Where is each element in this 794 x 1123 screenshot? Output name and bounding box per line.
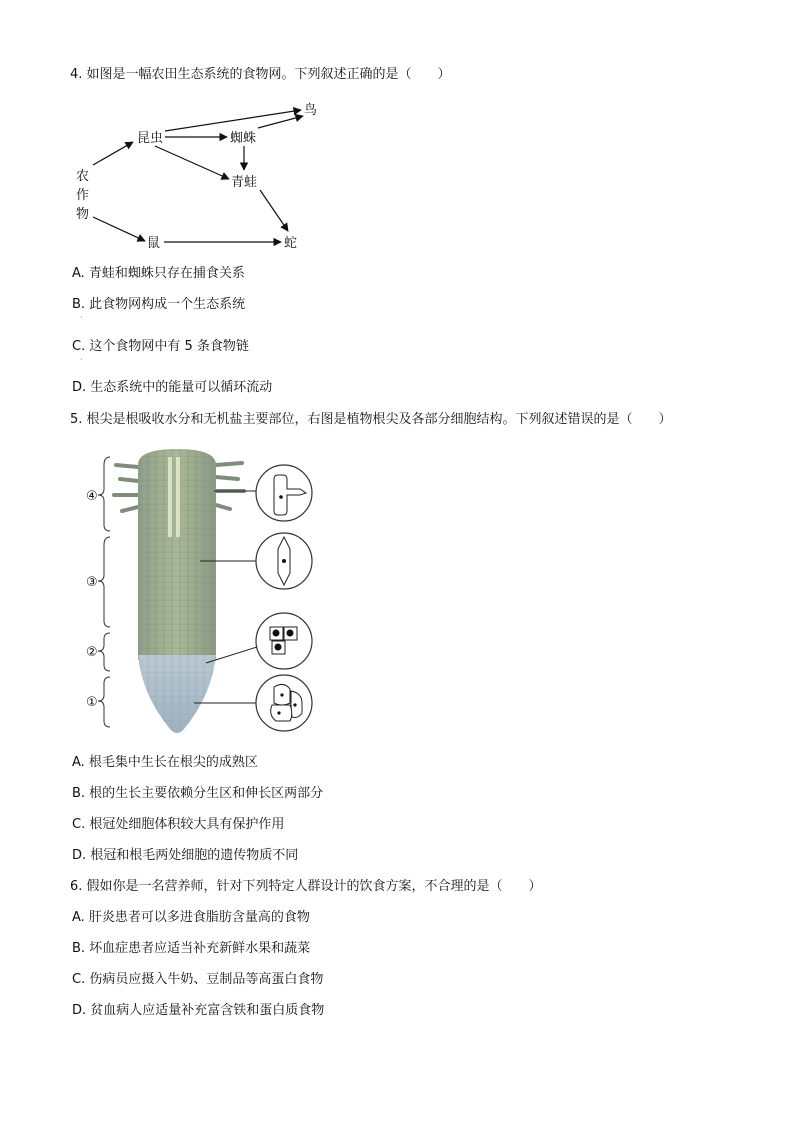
nucleus-dot bbox=[279, 495, 283, 499]
zone-2-label: ② bbox=[86, 645, 98, 660]
arrow-crop-insect bbox=[93, 142, 133, 165]
crop-label-3: 物 bbox=[76, 207, 90, 222]
q5-option-b: B. 根的生长主要依赖分生区和伸长区两部分 bbox=[72, 786, 324, 801]
q5-option-a: A. 根毛集中生长在根尖的成熟区 bbox=[72, 755, 258, 770]
nucleus-dot bbox=[293, 703, 296, 706]
zone-3-label: ③ bbox=[86, 575, 98, 590]
q6-option-b: B. 坏血症患者应适当补充新鲜水果和蔬菜 bbox=[72, 941, 311, 956]
q5-option-c: C. 根冠处细胞体积较大具有保护作用 bbox=[72, 817, 285, 832]
decorative-dot-mark: · bbox=[80, 355, 83, 364]
q4-option-d: D. 生态系统中的能量可以循环流动 bbox=[72, 380, 273, 395]
question-5-stem: 5. 根尖是根吸收水分和无机盐主要部位，右图是植物根尖及各部分细胞结构。下列叙述错误的是（ ） bbox=[70, 412, 672, 427]
arrow-insect-frog bbox=[155, 146, 229, 179]
nucleus-dot bbox=[280, 693, 283, 696]
snake-label: 蛇 bbox=[284, 236, 298, 251]
nucleus-dot bbox=[275, 644, 282, 651]
nucleus-dot bbox=[282, 559, 286, 563]
zone-4-label: ④ bbox=[86, 489, 98, 504]
nucleus-dot bbox=[287, 630, 294, 637]
bird-label: 鸟 bbox=[304, 103, 318, 118]
arrow-crop-mouse bbox=[93, 217, 145, 241]
zone-bracket-2 bbox=[98, 633, 110, 671]
zone-1-label: ① bbox=[86, 695, 98, 710]
q5-option-d: D. 根冠和根毛两处细胞的遗传物质不同 bbox=[72, 848, 299, 863]
q4-option-a: A. 青蛙和蜘蛛只存在捕食关系 bbox=[72, 266, 245, 281]
q6-option-a: A. 肝炎患者可以多进食脂肪含量高的食物 bbox=[72, 910, 310, 925]
insect-label: 昆虫 bbox=[137, 131, 164, 146]
crop-label-1: 农 bbox=[76, 169, 90, 184]
root-cap-texture bbox=[138, 655, 216, 733]
crop-label-2: 作 bbox=[76, 188, 90, 203]
nucleus-dot bbox=[277, 711, 280, 714]
arrow-insect-bird bbox=[165, 110, 301, 131]
q4-option-c: C. 这个食物网中有 5 条食物链 bbox=[72, 339, 249, 354]
mouse-label: 鼠 bbox=[147, 236, 161, 251]
vascular-strand bbox=[168, 457, 172, 537]
question-6-stem: 6. 假如你是一名营养师，针对下列特定人群设计的饮食方案，不合理的是（ ） bbox=[70, 879, 542, 894]
root-tip-diagram bbox=[80, 445, 330, 740]
vascular-strand bbox=[176, 457, 180, 537]
frog-label: 青蛙 bbox=[231, 175, 258, 190]
arrow-spider-bird bbox=[258, 116, 303, 128]
arrow-frog-snake bbox=[260, 190, 288, 231]
zone-bracket-4 bbox=[98, 457, 110, 531]
spider-label: 蜘蛛 bbox=[230, 131, 257, 146]
nucleus-dot bbox=[273, 630, 280, 637]
decorative-dot-mark: · bbox=[80, 313, 83, 322]
food-web-diagram bbox=[60, 95, 340, 255]
q6-option-d: D. 贫血病人应适量补充富含铁和蛋白质食物 bbox=[72, 1003, 325, 1018]
root-cap-cell bbox=[271, 705, 292, 721]
q4-option-b: B. 此食物网构成一个生态系统 bbox=[72, 297, 246, 312]
zone-bracket-3 bbox=[98, 537, 110, 627]
question-4-stem: 4. 如图是一幅农田生态系统的食物网。下列叙述正确的是（ ） bbox=[70, 67, 451, 82]
q6-option-c: C. 伤病员应摄入牛奶、豆制品等高蛋白食物 bbox=[72, 972, 324, 987]
zone-bracket-1 bbox=[98, 677, 110, 727]
